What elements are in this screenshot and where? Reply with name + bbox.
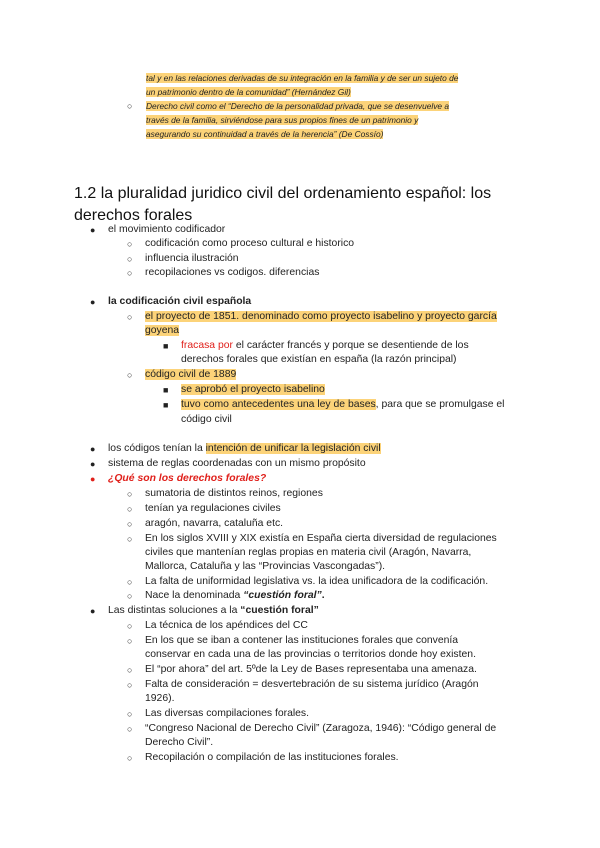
- disc-bullet-icon: ●: [90, 606, 96, 616]
- list-item: conservar en cada una de las provincias o territorios donde hoy existen.: [145, 649, 476, 660]
- circle-bullet-icon: ○: [127, 254, 133, 264]
- circle-bullet-icon: ○: [127, 370, 133, 380]
- list-item: se aprobó el proyecto isabelino: [181, 384, 325, 395]
- disc-bullet-icon: ●: [90, 225, 96, 235]
- list-item: ¿Qué son los derechos forales?: [108, 473, 267, 484]
- list-item: 1926).: [145, 693, 175, 704]
- quote-line: un patrimonio dentro de la comunidad” (Hernández Gil): [146, 87, 351, 97]
- list-item: la codificación civil española: [108, 296, 252, 307]
- list-item: Derecho Civil”.: [145, 737, 214, 748]
- list-item: código civil: [181, 414, 232, 425]
- circle-bullet-icon: ○: [127, 534, 133, 544]
- list-item: Nace la denominada “cuestión foral”.: [145, 590, 325, 601]
- list-item: derechos forales que existían en españa (la razón principal): [181, 354, 457, 365]
- quote-line: tal y en las relaciones derivadas de su integración en la familia y de ser un sujeto de: [146, 73, 459, 83]
- list-item: tuvo como antecedentes una ley de bases, para que se promulgase el: [181, 399, 505, 410]
- circle-bullet-icon: ○: [127, 621, 133, 631]
- list-item: recopilaciones vs codigos. diferencias: [145, 267, 320, 278]
- list-item: Recopilación o compilación de las instituciones forales.: [145, 752, 399, 763]
- list-item: los códigos tenían la intención de unificar la legislación civil: [108, 443, 381, 454]
- list-item: goyena: [145, 325, 180, 336]
- circle-bullet-icon: ○: [127, 504, 133, 514]
- quote-line: Derecho civil como el “Derecho de la personalidad privada, que se desenvuelve a: [146, 101, 450, 111]
- disc-bullet-icon: ●: [90, 459, 96, 469]
- square-bullet-icon: ■: [163, 341, 169, 351]
- list-item: tenían ya regulaciones civiles: [145, 503, 281, 514]
- quote-line: asegurando su continuidad a través de la herencia” (De Cossío): [146, 129, 384, 139]
- list-item: La técnica de los apéndices del CC: [145, 620, 308, 631]
- list-item: Las distintas soluciones a la “cuestión foral”: [108, 605, 319, 616]
- list-item: Mallorca, Cataluña y las “Provincias Vascongadas”).: [145, 561, 386, 572]
- circle-bullet-icon: ○: [127, 101, 133, 111]
- list-item: Falta de consideración = desvertebración de su sistema jurídico (Aragón: [145, 679, 479, 690]
- circle-bullet-icon: ○: [127, 680, 133, 690]
- circle-bullet-icon: ○: [127, 577, 133, 587]
- list-item: En los siglos XVIII y XIX existía en España cierta diversidad de regulaciones: [145, 533, 497, 544]
- list-item: En los que se iban a contener las instituciones forales que convenía: [145, 635, 459, 646]
- circle-bullet-icon: ○: [127, 268, 133, 278]
- list-item: el movimiento codificador: [108, 224, 226, 235]
- disc-bullet-icon: ●: [90, 297, 96, 307]
- list-item: codificación como proceso cultural e historico: [145, 238, 355, 249]
- list-item: Las diversas compilaciones forales.: [145, 708, 310, 719]
- circle-bullet-icon: ○: [127, 591, 133, 601]
- list-item: aragón, navarra, cataluña etc.: [145, 518, 284, 529]
- circle-bullet-icon: ○: [127, 239, 133, 249]
- circle-bullet-icon: ○: [127, 665, 133, 675]
- circle-bullet-icon: ○: [127, 709, 133, 719]
- square-bullet-icon: ■: [163, 400, 169, 410]
- disc-bullet-icon: ●: [90, 444, 96, 454]
- disc-bullet-icon: ●: [90, 474, 96, 484]
- list-item: civiles que mantenían reglas propias en materia civil (Aragón, Navarra,: [145, 547, 472, 558]
- list-item: influencia ilustración: [145, 253, 239, 264]
- circle-bullet-icon: ○: [127, 519, 133, 529]
- section-heading: derechos forales: [74, 207, 193, 224]
- list-item: El “por ahora” del art. 5ºde la Ley de Bases representaba una amenaza.: [145, 664, 477, 675]
- list-item: el proyecto de 1851. denominado como proyecto isabelino y proyecto garcía: [145, 311, 497, 322]
- list-item: código civil de 1889: [145, 369, 237, 380]
- list-item: sistema de reglas coordenadas con un mismo propósito: [108, 458, 366, 469]
- quote-line: través de la familia, sirviéndose para sus propios fines de un patrimonio y: [146, 115, 419, 125]
- section-heading: 1.2 la pluralidad juridico civil del ordenamiento español: los: [74, 185, 492, 202]
- circle-bullet-icon: ○: [127, 489, 133, 499]
- circle-bullet-icon: ○: [127, 312, 133, 322]
- list-item: fracasa por el carácter francés y porque se desentiende de los: [181, 340, 469, 351]
- list-item: “Congreso Nacional de Derecho Civil” (Zaragoza, 1946): “Código general de: [145, 723, 497, 734]
- circle-bullet-icon: ○: [127, 724, 133, 734]
- circle-bullet-icon: ○: [127, 636, 133, 646]
- list-item: sumatoria de distintos reinos, regiones: [145, 488, 323, 499]
- list-item: La falta de uniformidad legislativa vs. la idea unificadora de la codificación.: [145, 576, 489, 587]
- square-bullet-icon: ■: [163, 385, 169, 395]
- circle-bullet-icon: ○: [127, 753, 133, 763]
